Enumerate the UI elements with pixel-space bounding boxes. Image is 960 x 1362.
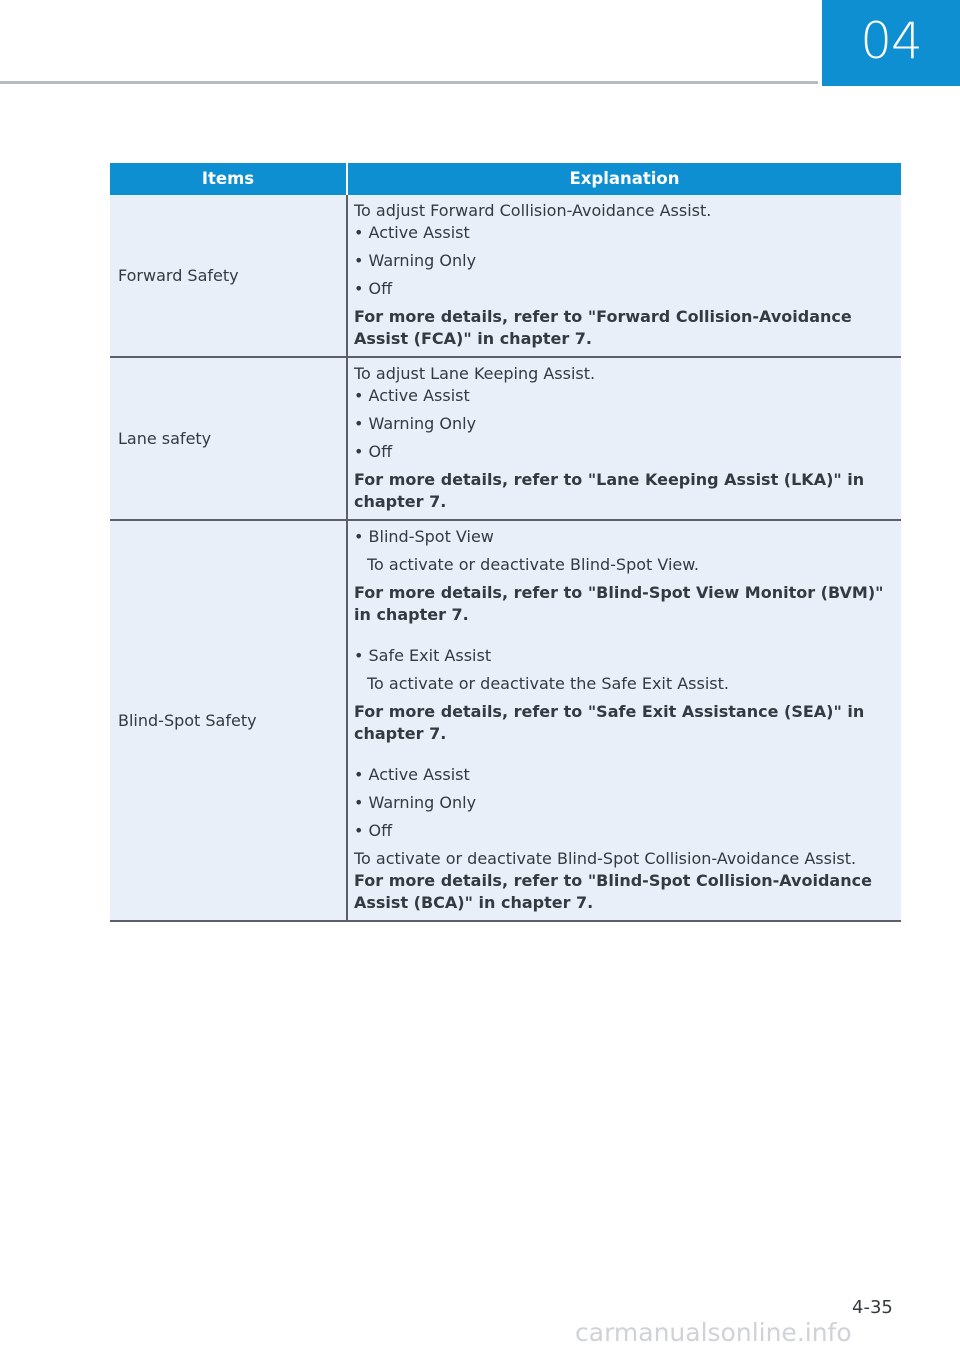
column-header-items: Items	[110, 163, 347, 195]
section-description: To activate or deactivate the Safe Exit Assist.	[367, 674, 729, 693]
watermark-text: carmanualsonline.info	[575, 1318, 852, 1347]
section-title: • Blind-Spot View	[354, 527, 494, 546]
reference-note: For more details, refer to "Blind-Spot View Monitor (BVM)" in chapter 7.	[354, 583, 884, 624]
column-header-explanation: Explanation	[347, 163, 901, 195]
explanation-cell	[347, 520, 901, 921]
section-description: To activate or deactivate Blind-Spot View.	[367, 555, 699, 574]
settings-table	[110, 163, 901, 922]
reference-note: For more details, refer to "Blind-Spot Collision-Avoidance Assist (BCA)" in chapter 7.	[354, 871, 872, 912]
item-cell: Forward Safety	[110, 195, 347, 357]
explanation-intro: To adjust Lane Keeping Assist.	[354, 364, 596, 383]
item-cell: Lane safety	[110, 357, 347, 520]
reference-note: For more details, refer to "Lane Keeping Assist (LKA)" in chapter 7.	[354, 470, 865, 511]
section-title: • Safe Exit Assist	[354, 646, 492, 665]
table-row	[110, 520, 901, 921]
table-header-row	[110, 163, 901, 195]
closing-description: To activate or deactivate Blind-Spot Collision-Avoidance Assist.	[354, 849, 857, 868]
option-item: • Active Assist	[354, 765, 470, 784]
reference-note: For more details, refer to "Forward Collision-Avoidance Assist (FCA)" in chapter 7.	[354, 307, 852, 348]
explanation-intro: To adjust Forward Collision-Avoidance Assist.	[354, 201, 712, 220]
explanation-cell	[347, 357, 901, 520]
table-row	[110, 357, 901, 520]
table-row	[110, 195, 901, 357]
chapter-tab: 04	[822, 0, 960, 86]
option-item: • Warning Only	[354, 251, 477, 270]
option-item: • Warning Only	[354, 414, 477, 433]
option-item: • Active Assist	[354, 386, 470, 405]
header-rule	[0, 81, 818, 84]
option-item: • Off	[354, 821, 393, 840]
option-item: • Off	[354, 442, 393, 461]
option-item: • Off	[354, 279, 393, 298]
reference-note: For more details, refer to "Safe Exit Assistance (SEA)" in chapter 7.	[354, 702, 865, 743]
option-item: • Warning Only	[354, 793, 477, 812]
option-item: • Active Assist	[354, 223, 470, 242]
page-number: 4-35	[852, 1297, 893, 1318]
explanation-cell	[347, 195, 901, 357]
item-cell: Blind-Spot Safety	[110, 520, 347, 921]
